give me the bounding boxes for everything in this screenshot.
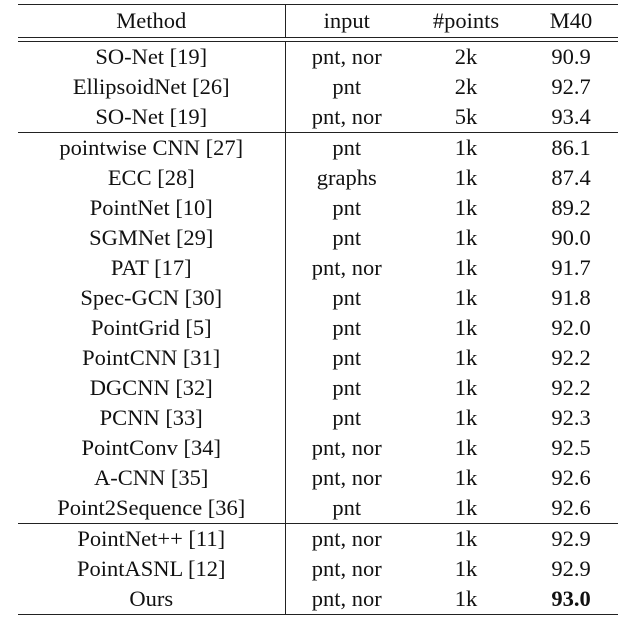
cell-input: pnt xyxy=(332,194,362,220)
cell-input: pnt xyxy=(332,73,362,99)
cell-m40: 93.4 xyxy=(551,103,591,129)
cell-method: PointConv [34] xyxy=(18,433,285,463)
cell-input: pnt, nor xyxy=(311,555,382,581)
cell-m40: 92.3 xyxy=(551,404,591,430)
table-row xyxy=(18,313,618,343)
table-row xyxy=(18,554,618,584)
cell-m40: 92.6 xyxy=(551,464,591,490)
table-row xyxy=(18,584,618,615)
cell-input: pnt, nor xyxy=(311,434,382,460)
cell-m40: 89.2 xyxy=(551,194,591,220)
cell-input: pnt, nor xyxy=(311,254,382,280)
table-row xyxy=(18,253,618,283)
cell-m40: 86.1 xyxy=(524,133,618,164)
cell-method: EllipsoidNet [26] xyxy=(18,72,285,102)
cell-points: 1k xyxy=(454,164,478,190)
table-row xyxy=(18,463,618,493)
cell-points: 2k xyxy=(454,43,478,69)
cell-m40: 91.8 xyxy=(551,284,591,310)
cell-input: pnt, nor xyxy=(311,103,382,129)
cell-method: PAT [17] xyxy=(18,253,285,283)
cell-points: 5k xyxy=(454,103,478,129)
table-header xyxy=(18,5,618,42)
cell-points: 1k xyxy=(454,464,478,490)
cell-input: pnt xyxy=(332,344,362,370)
cell-input: pnt xyxy=(332,314,362,340)
table-row xyxy=(18,403,618,433)
cell-points: 1k xyxy=(454,224,478,250)
cell-method: pointwise CNN [27] xyxy=(18,133,285,164)
cell-m40: 92.9 xyxy=(551,555,591,581)
cell-m40: 92.2 xyxy=(551,374,591,400)
cell-method: PointCNN [31] xyxy=(18,343,285,373)
table-row xyxy=(18,102,618,133)
table-row xyxy=(18,373,618,403)
cell-m40: 92.2 xyxy=(551,344,591,370)
table-row xyxy=(18,283,618,313)
cell-method: PointNet++ [11] xyxy=(18,524,285,555)
cell-points: 1k xyxy=(454,344,478,370)
table-row xyxy=(18,72,618,102)
cell-method: Point2Sequence [36] xyxy=(18,493,285,524)
cell-method: DGCNN [32] xyxy=(18,373,285,403)
cell-method: PointASNL [12] xyxy=(18,554,285,584)
cell-input: pnt, nor xyxy=(311,43,382,69)
cell-m40: 92.0 xyxy=(551,314,591,340)
cell-m40: 92.5 xyxy=(551,434,591,460)
cell-method: SGMNet [29] xyxy=(18,223,285,253)
cell-m40: 93.0 xyxy=(524,584,618,615)
cell-points: 1k xyxy=(454,314,478,340)
table-row xyxy=(18,163,618,193)
cell-input: pnt xyxy=(332,374,362,400)
cell-points: 1k xyxy=(454,494,478,520)
cell-method: ECC [28] xyxy=(18,163,285,193)
header-points: #points xyxy=(408,5,524,38)
cell-input: pnt xyxy=(332,284,362,310)
cell-input: pnt, nor xyxy=(285,524,408,555)
cell-m40: 87.4 xyxy=(551,164,591,190)
cell-input: pnt, nor xyxy=(285,584,408,615)
table-body xyxy=(18,42,618,615)
cell-points: 1k xyxy=(454,284,478,310)
cell-input: pnt xyxy=(332,404,362,430)
cell-method: SO-Net [19] xyxy=(18,102,285,133)
cell-m40: 90.9 xyxy=(551,43,591,69)
cell-method: PointNet [10] xyxy=(18,193,285,223)
cell-input: pnt xyxy=(332,494,362,520)
cell-points: 1k xyxy=(454,434,478,460)
cell-method: Spec-GCN [30] xyxy=(18,283,285,313)
table-row xyxy=(18,524,618,555)
table-row xyxy=(18,493,618,524)
cell-input: pnt, nor xyxy=(311,464,382,490)
cell-method: PointGrid [5] xyxy=(18,313,285,343)
table-row xyxy=(18,193,618,223)
table-row xyxy=(18,42,618,73)
cell-m40: 91.7 xyxy=(551,254,591,280)
header-m40: M40 xyxy=(524,5,618,38)
cell-m40: 90.0 xyxy=(551,224,591,250)
cell-m40: 92.7 xyxy=(551,73,591,99)
results-table xyxy=(18,4,618,615)
table-row xyxy=(18,343,618,373)
table-row xyxy=(18,133,618,164)
cell-method: PCNN [33] xyxy=(18,403,285,433)
cell-points: 1k xyxy=(454,404,478,430)
cell-points: 1k xyxy=(408,584,524,615)
cell-m40: 92.9 xyxy=(524,524,618,555)
table-row xyxy=(18,223,618,253)
header-method: Method xyxy=(18,5,285,38)
header-row xyxy=(18,5,618,38)
cell-points: 1k xyxy=(454,555,478,581)
cell-points: 1k xyxy=(454,374,478,400)
cell-method: A-CNN [35] xyxy=(18,463,285,493)
cell-points: 1k xyxy=(454,194,478,220)
cell-method: Ours xyxy=(18,584,285,615)
cell-method: SO-Net [19] xyxy=(18,42,285,73)
cell-input: graphs xyxy=(316,164,377,190)
cell-m40: 92.6 xyxy=(551,494,591,520)
results-table-container xyxy=(18,4,618,615)
cell-points: 1k xyxy=(408,133,524,164)
cell-points: 1k xyxy=(454,254,478,280)
cell-input: pnt xyxy=(285,133,408,164)
cell-input: pnt xyxy=(332,224,362,250)
cell-points: 1k xyxy=(408,524,524,555)
cell-points: 2k xyxy=(454,73,478,99)
header-input: input xyxy=(285,5,408,38)
table-row xyxy=(18,433,618,463)
